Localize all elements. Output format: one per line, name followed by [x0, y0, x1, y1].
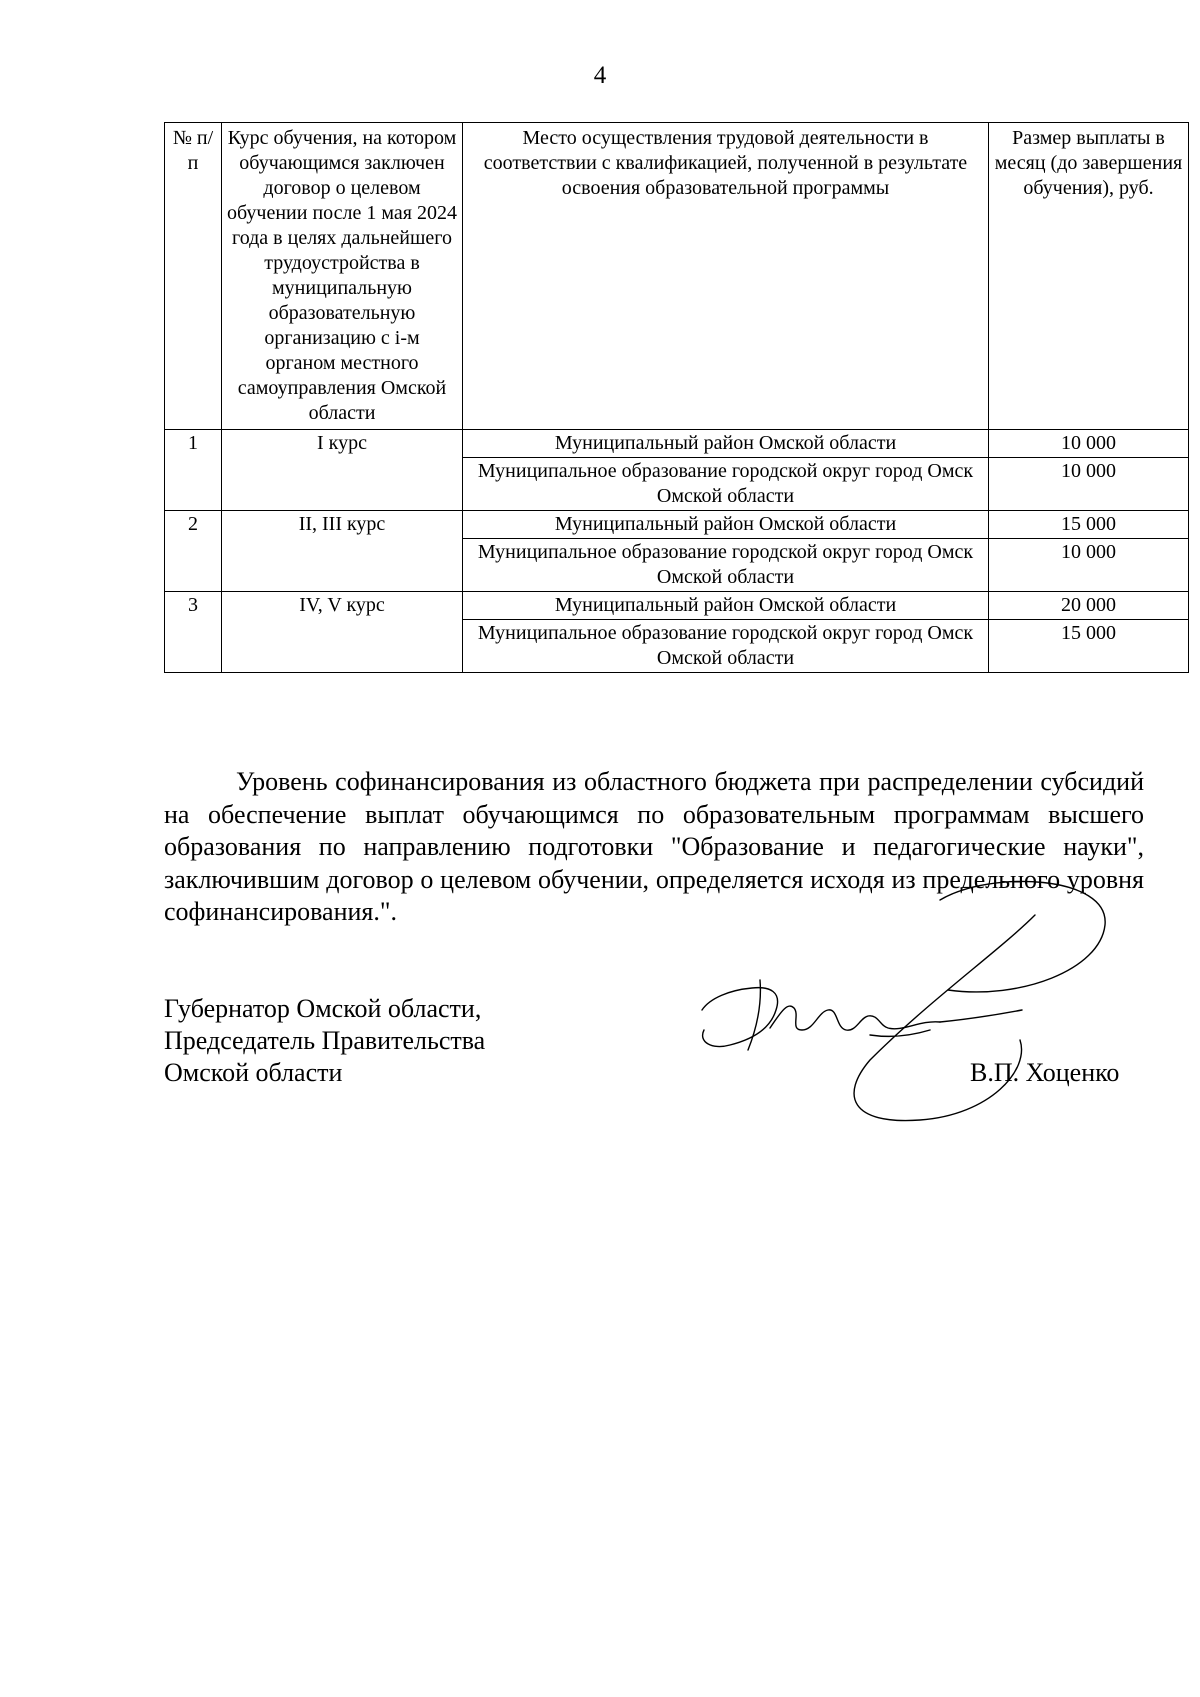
header-place: Место осуществления трудовой деятельности в соответствии с квалификацией, полученной в результате освоения образовательной программы	[463, 123, 989, 430]
row-place: Муниципальный район Омской области	[463, 511, 989, 539]
row-amount: 10 000	[989, 458, 1189, 511]
header-number: № п/п	[165, 123, 222, 430]
row-course: IV, V курс	[222, 592, 463, 673]
row-amount: 15 000	[989, 511, 1189, 539]
cofinancing-paragraph: Уровень софинансирования из областного бюджета при распределении субсидий на обеспечение выплат обучающимся по образовательным программам высшего образования по направлению подготовки "Образование и педагогические науки", заключившим договор о целевом обучении, определяется исходя из предельного уровня софинансирования.".	[164, 767, 1144, 926]
table-header-row	[165, 123, 1189, 430]
row-place: Муниципальное образование городской округ город Омск Омской области	[463, 539, 989, 592]
row-number: 1	[165, 430, 222, 511]
signatory-name: В.П. Хоценко	[970, 1058, 1120, 1087]
row-amount: 10 000	[989, 539, 1189, 592]
row-amount: 20 000	[989, 592, 1189, 620]
row-number: 2	[165, 511, 222, 592]
signatory-title-line: Губернатор Омской области,	[164, 994, 482, 1023]
row-number: 3	[165, 592, 222, 673]
row-course: II, III курс	[222, 511, 463, 592]
page-number: 4	[593, 62, 607, 89]
table-row	[165, 592, 1189, 620]
payment-table	[164, 122, 1189, 673]
row-course: I курс	[222, 430, 463, 511]
header-amount: Размер выплаты в месяц (до завершения обучения), руб.	[989, 123, 1189, 430]
handwritten-signature	[690, 880, 1120, 1130]
table-row	[165, 511, 1189, 539]
row-place: Муниципальный район Омской области	[463, 592, 989, 620]
row-amount: 10 000	[989, 430, 1189, 458]
row-amount: 15 000	[989, 620, 1189, 673]
row-place: Муниципальное образование городской округ город Омск Омской области	[463, 458, 989, 511]
row-place: Муниципальное образование городской округ город Омск Омской области	[463, 620, 989, 673]
signatory-title	[164, 993, 485, 1089]
signatory-title-line: Омской области	[164, 1058, 343, 1087]
table-row	[165, 430, 1189, 458]
signatory-title-line: Председатель Правительства	[164, 1026, 486, 1055]
row-place: Муниципальный район Омской области	[463, 430, 989, 458]
header-course: Курс обучения, на котором обучающимся заключен договор о целевом обучении после 1 мая 2024 года в целях дальнейшего трудоустройства в муниципальную образовательную организацию с i-м органом местного самоуправления Омской области	[222, 123, 463, 430]
